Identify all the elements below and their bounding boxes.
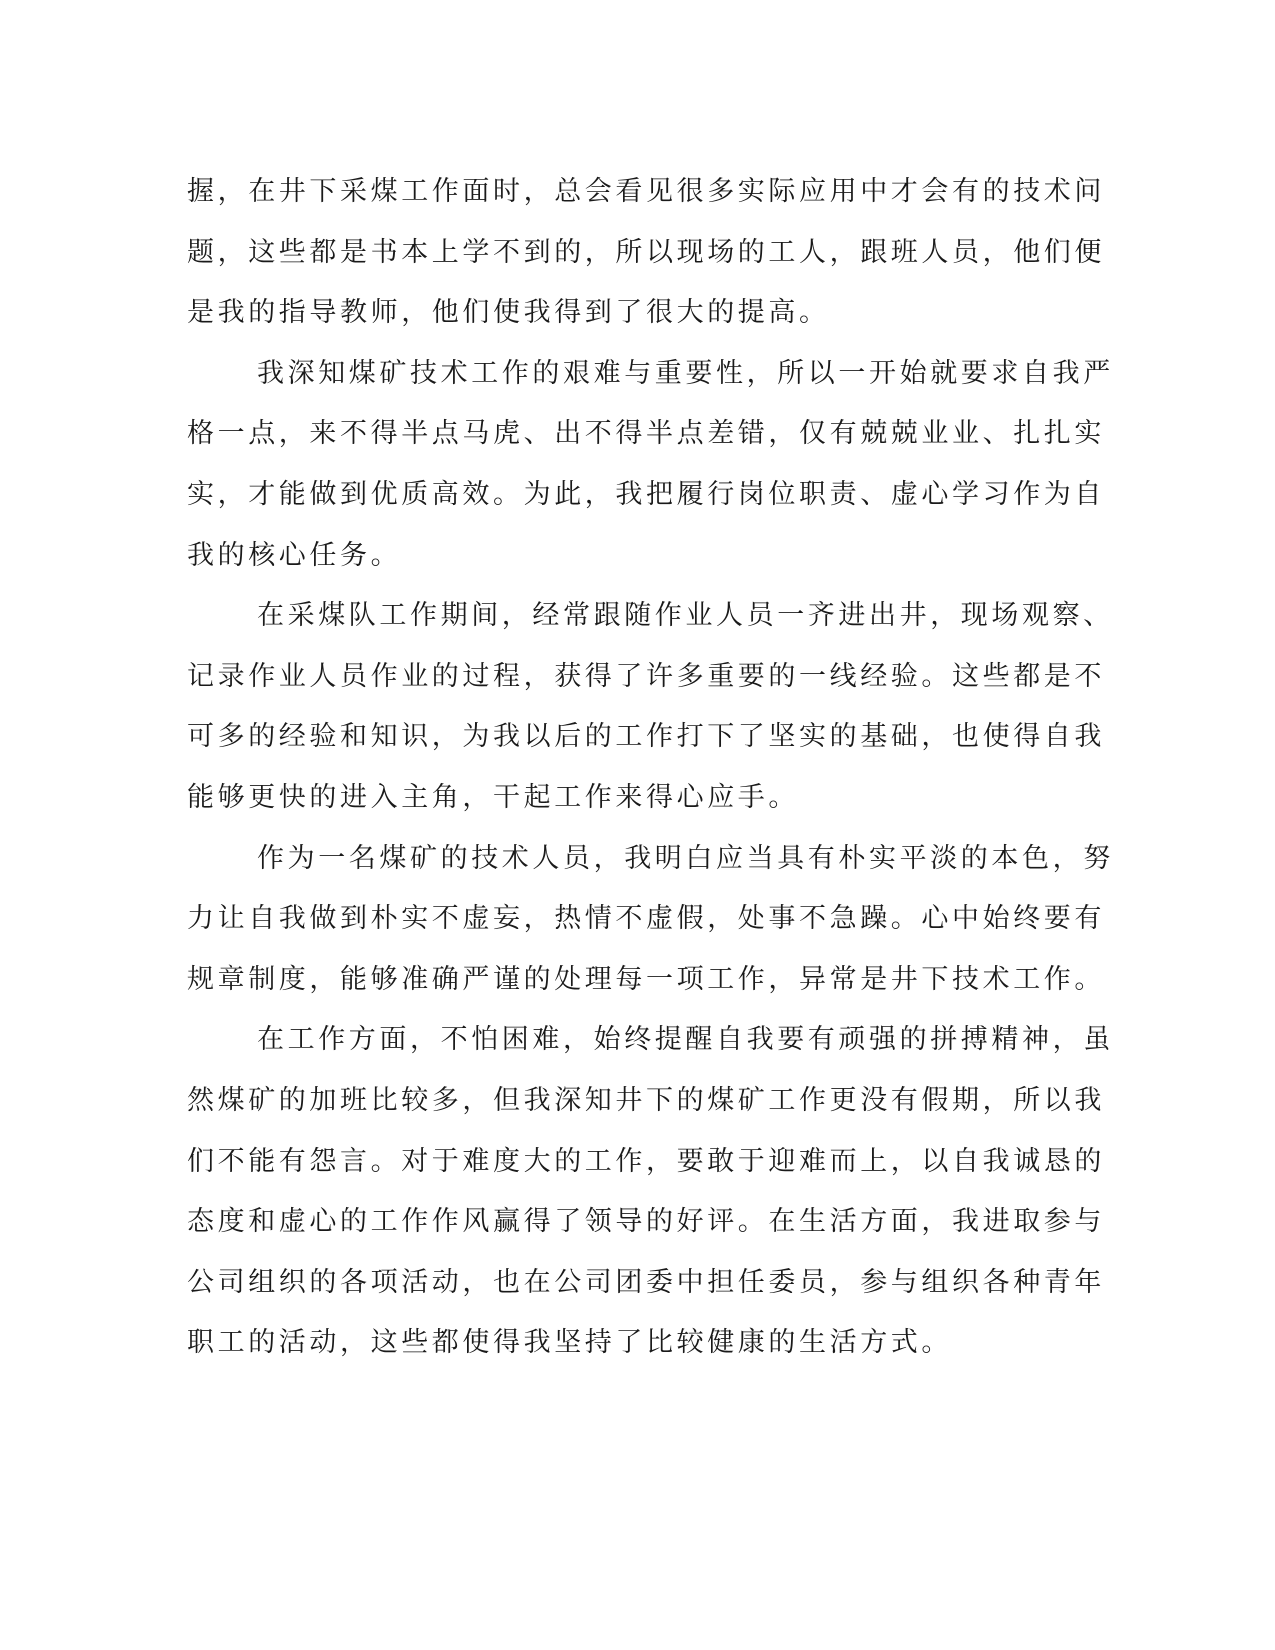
paragraph-5	[187, 1010, 1114, 1374]
text-line: 态度和虚心的工作作风赢得了领导的好评。在生活方面，我进取参与	[187, 1206, 1105, 1238]
paragraph-1	[187, 162, 1105, 344]
text-line: 可多的经验和知识，为我以后的工作打下了坚实的基础，也使得自我	[187, 721, 1105, 753]
text-line: 规章制度，能够准确严谨的处理每一项工作，异常是井下技术工作。	[187, 963, 1105, 995]
text-line: 题，这些都是书本上学不到的，所以现场的工人，跟班人员，他们便	[187, 236, 1105, 268]
paragraph-4	[187, 829, 1114, 1011]
text-line: 我深知煤矿技术工作的艰难与重要性，所以一开始就要求自我严	[257, 357, 1114, 389]
document-body	[187, 162, 1114, 1374]
text-line: 格一点，来不得半点马虎、出不得半点差错，仅有兢兢业业、扎扎实	[187, 418, 1105, 450]
text-line: 公司组织的各项活动，也在公司团委中担任委员，参与组织各种青年	[187, 1266, 1105, 1298]
text-line: 是我的指导教师，他们使我得到了很大的提高。	[187, 297, 830, 329]
text-line: 握，在井下采煤工作面时，总会看见很多实际应用中才会有的技术问	[187, 176, 1105, 207]
text-line: 然煤矿的加班比较多，但我深知井下的煤矿工作更没有假期，所以我	[187, 1084, 1105, 1116]
text-line: 在采煤队工作期间，经常跟随作业人员一齐进出井，现场观察、	[257, 600, 1114, 632]
text-line: 在工作方面，不怕困难，始终提醒自我要有顽强的拼搏精神，虽	[257, 1024, 1114, 1056]
paragraph-2	[187, 344, 1114, 586]
text-line: 实，才能做到优质高效。为此，我把履行岗位职责、虚心学习作为自	[187, 478, 1105, 510]
text-line: 能够更快的进入主角，干起工作来得心应手。	[187, 781, 799, 813]
text-line: 记录作业人员作业的过程，获得了许多重要的一线经验。这些都是不	[187, 660, 1105, 692]
text-line: 力让自我做到朴实不虚妄，热情不虚假，处事不急躁。心中始终要有	[187, 903, 1105, 935]
paragraph-3	[187, 586, 1114, 828]
text-line: 作为一名煤矿的技术人员，我明白应当具有朴实平淡的本色，努	[257, 842, 1114, 874]
text-line: 们不能有怨言。对于难度大的工作，要敢于迎难而上，以自我诚恳的	[187, 1145, 1105, 1177]
text-line: 我的核心任务。	[187, 539, 402, 571]
text-line: 职工的活动，这些都使得我坚持了比较健康的生活方式。	[187, 1327, 952, 1359]
